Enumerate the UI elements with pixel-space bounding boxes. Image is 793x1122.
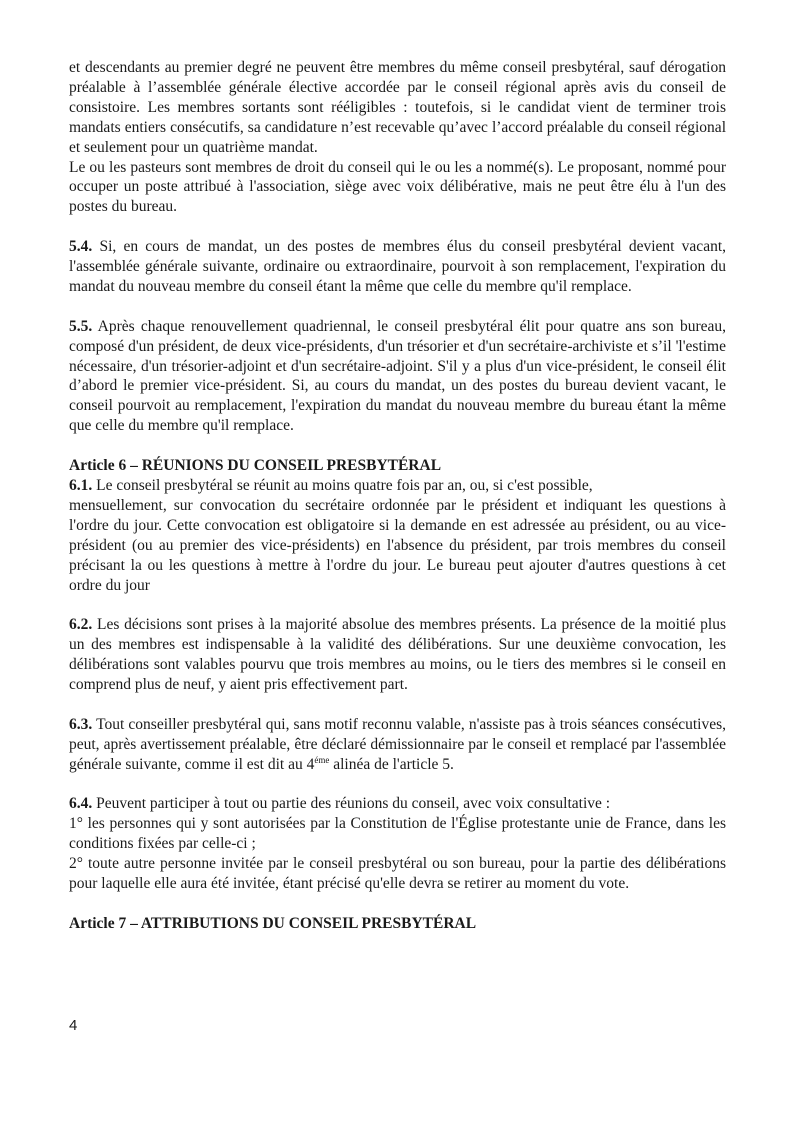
section-5-5 [69,317,726,436]
section-6-4-item-1: 1° les personnes qui y sont autorisées par la Constitution de l'Église protestante unie de France, dans les conditions fixées par celle-ci ; [69,815,726,853]
paragraph-intro-2: Le ou les pasteurs sont membres de droit du conseil qui le ou les a nommé(s). Le proposant, nommé pour occuper un poste attribué à l'association, siège avec voix délibérative, mais ne peut être élu à l'un des postes du bureau. [69,158,726,216]
superscript-ordinal: éme [314,754,330,765]
section-6-4-intro [69,794,726,814]
section-text: Si, en cours de mandat, un des postes de membres élus du conseil presbytéral devient vacant, l'assemblée générale suivante, ordinaire ou extraordinaire, pourvoit à son remplacement, l'expiration du mandat du nouveau membre du conseil étant la même que celle du membre qu'il remplace. [69,238,726,295]
section-number: 6.1. [69,476,93,494]
section-text: Les décisions sont prises à la majorité absolue des membres présents. La présence de la moitié plus un des membres est indispensable à la validité des délibérations. Sur une deuxième convocation, les délibérations sont valables pourvu que trois membres au moins, ou le tiers des membres si le conseil en comprend plus de neuf, y aient pris effectivement part. [69,616,726,694]
section-text: Tout conseiller presbytéral qui, sans motif reconnu valable, n'assiste pas à trois séances consécutives, peut, après avertissement préalable, être déclaré démissionnaire par le conseil et remplacé par l'assemblée générale suivante, comme il est dit au 4 [69,715,726,773]
article-6-title: Article 6 – RÉUNIONS DU CONSEIL PRESBYTÉRAL [69,457,442,475]
section-number: 6.3. [69,715,93,733]
section-text: Après chaque renouvellement quadriennal, le conseil presbytéral élit pour quatre ans son bureau, composé d'un président, de deux vice-présidents, d'un trésorier et d'un secrétaire-archiviste et s’il 'l'estime nécessaire, d'un trésorier-adjoint et d'un secrétaire-adjoint. S'il y a plus d'un vice-président, le conseil élit d’abord le premier vice-président. Si, au cours du mandat, un des postes du bureau devient vacant, le conseil pourvoit au remplacement, l'expiration du mandat du nouveau membre du bureau étant la même que celle du membre qu'il remplace. [69,317,726,435]
document-page [69,58,726,934]
section-5-4 [69,237,726,297]
section-number: 5.4. [69,238,93,256]
section-6-4-item-2: 2° toute autre personne invitée par le conseil presbytéral ou son bureau, pour la partie des délibérations pour laquelle elle aura été invitée, étant précisé qu'elle devra se retirer au moment du vote. [69,855,726,893]
section-number: 6.2. [69,616,93,634]
paragraph-intro-1: et descendants au premier degré ne peuvent être membres du même conseil presbytéral, sauf dérogation préalable à l’assemblée générale élective accordée par le conseil régional après avis du conseil de consistoire. Les membres sortants sont rééligibles : toutefois, si le candidat vient de terminer trois mandats entiers consécutifs, sa candidature n’est recevable qu’avec l’accord préalable du conseil régional et seulement pour un quatrième mandat. [69,59,726,156]
article-7-title: Article 7 – ATTRIBUTIONS DU CONSEIL PRESBYTÉRAL [69,914,477,932]
section-text: Le conseil presbytéral se réunit au moins quatre fois par an, ou, si c'est possible, [96,476,593,494]
section-6-3 [69,715,726,775]
section-text-tail: alinéa de l'article 5. [329,755,454,773]
page-number: 4 [69,1017,78,1034]
section-number: 6.4. [69,795,93,813]
section-text: Peuvent participer à tout ou partie des réunions du conseil, avec voix consultative : [96,795,611,813]
section-6-1-body: mensuellement, sur convocation du secrétaire ordonnée par le président et indiquant les questions à l'ordre du jour. Cette convocation est obligatoire si la demande en est adressée au président, ou au vice-président (ou au premier des vice-présidents) en l'absence du président, par trois membres du conseil précisant la ou les questions à mettre à l'ordre du jour. Le bureau peut ajouter d'autres questions à cet ordre du jour [69,496,726,594]
section-6-2 [69,615,726,695]
section-6-1-first-line [69,476,726,496]
section-number: 5.5. [69,317,93,335]
